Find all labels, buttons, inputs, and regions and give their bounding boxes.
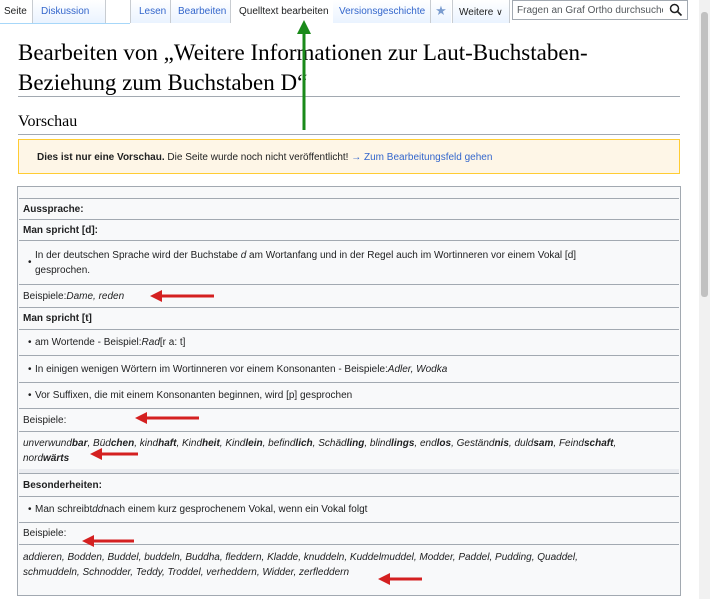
dd-examples-line1: addieren, Bodden, Buddel, buddeln, Buddha, fleddern, Kladde, knuddeln, Kuddelmuddel, Modder, Paddel, Pudding, Quaddel, [23, 551, 578, 563]
suffix-word-part: , Schäd [312, 437, 347, 449]
suffix-word-part: , Geständ [451, 437, 495, 449]
notice-text: Die Seite wurde noch nicht veröffentlicht! [164, 152, 352, 163]
suffix-word-part: nis [494, 437, 509, 449]
examples-label: Beispiele: [23, 528, 67, 539]
table-row [19, 408, 679, 431]
notice-bold: Dies ist nur eine Vorschau. [37, 152, 165, 163]
list-item [19, 329, 679, 355]
suffix-word-part: unverwund [23, 437, 72, 449]
suffix-examples [23, 436, 616, 466]
suffix-word-part: , end [414, 437, 437, 449]
suffix-word-part: los [436, 437, 452, 449]
phoneme-table [17, 186, 681, 596]
d-rule-part: In der deutschen Sprache wird der Buchstabe [35, 249, 241, 261]
page-title-line1: Bearbeiten von „Weitere Informationen zur Laut-Buchstaben- [18, 40, 588, 65]
search-icon[interactable] [669, 3, 683, 17]
list-item [19, 382, 679, 408]
suffix-word-part: , Feind [553, 437, 584, 449]
d-rule-part: gesprochen. [35, 264, 91, 276]
suffix-word-part: wärts [43, 452, 70, 464]
preview-notice [18, 139, 680, 174]
dd-rule-part: • Man schreibt [35, 504, 93, 515]
scrollbar-thumb[interactable] [701, 12, 708, 297]
examples-label: Beispiele: [23, 414, 67, 426]
tab-read[interactable]: Lesen [130, 0, 177, 23]
list-item [19, 496, 679, 522]
tab-page[interactable]: Seite [4, 6, 27, 17]
suffix-word-part: ling [346, 437, 365, 449]
chevron-down-icon: ∨ [496, 7, 503, 17]
man-spricht-t-header: Man spricht [t] [23, 313, 92, 324]
preview-heading: Vorschau [18, 113, 78, 130]
man-spricht-d-header: Man spricht [d]: [23, 224, 98, 236]
d-rule-text [35, 248, 576, 278]
suffix-word-part: heit [202, 437, 220, 449]
tab-underline [0, 23, 130, 24]
suffix-word-part: , blind [364, 437, 392, 449]
tab-source-edit[interactable]: Quelltext bearbeiten [230, 0, 342, 23]
page-title [18, 38, 678, 98]
t-end-text: • am Wortende - Beispiel: [35, 337, 142, 348]
more-menu-label: Weitere [459, 7, 494, 18]
goto-editor-link[interactable]: → Zum Bearbeitungsfeld gehen [351, 152, 493, 163]
watch-star-icon[interactable]: ★ [430, 0, 451, 23]
suffix-word-part: , Kind [176, 437, 203, 449]
dd-rule-part: nach einem kurz gesprochenem Vokal, wenn ein Vokal folgt [103, 504, 368, 515]
more-menu[interactable] [452, 0, 510, 23]
examples-d: Dame, reden [66, 290, 125, 302]
dd-letters: dd [92, 504, 104, 515]
suffix-word-part: , Kind [219, 437, 246, 449]
t-inner-text: • In einigen wenigen Wörtern im Wortinneren vor einem Konsonanten - Beispiele: [35, 363, 388, 375]
suffix-word-part: , duld [508, 437, 534, 449]
table-row [19, 219, 679, 240]
list-item [19, 240, 679, 284]
suffix-word-part: lings [391, 437, 415, 449]
search-input[interactable] [517, 3, 663, 17]
suffix-word-part: lein [245, 437, 263, 449]
suffix-word-part: , befind [262, 437, 296, 449]
tab-bar [0, 0, 710, 24]
t-end-example: Rad [141, 337, 160, 348]
list-item [19, 355, 679, 382]
table-row [19, 431, 679, 469]
suffix-word-part: bar [71, 437, 88, 449]
preview-divider [18, 134, 680, 135]
examples-label: Beispiele: [23, 290, 67, 302]
search-box [512, 0, 688, 20]
suffix-word-part: nord [23, 452, 44, 464]
d-rule-part: am Wortanfang und in der Regel auch im Wortinneren vor einem Vokal [d] [246, 249, 577, 261]
t-suffix-text: • Vor Suffixen, die mit einem Konsonanten beginnen, wird [p] gesprochen [35, 390, 353, 401]
table-row [19, 473, 679, 496]
dd-examples-line2: schmuddeln, Schnodder, Teddy, Troddel, verheddern, Widder, zerfleddern [23, 566, 350, 578]
t-inner-examples: Adler, Wodka [387, 363, 448, 375]
suffix-word-part: chen [110, 437, 135, 449]
besonderheiten-header: Besonderheiten: [23, 479, 102, 491]
suffix-word-part: schaft [583, 437, 614, 449]
tab-discussion[interactable]: Diskussion [32, 0, 106, 23]
suffix-word-part: , kind [134, 437, 159, 449]
suffix-word-part: sam [533, 437, 554, 449]
table-row [19, 544, 679, 584]
title-divider [18, 96, 680, 97]
table-row [19, 198, 679, 219]
tab-history[interactable]: Versionsgeschichte [333, 0, 434, 23]
table-row [19, 522, 679, 544]
suffix-word-part: , Büd [87, 437, 111, 449]
t-end-ipa: [r a: t] [159, 337, 186, 348]
suffix-word-part: haft [158, 437, 177, 449]
table-row [19, 307, 679, 329]
dd-examples [23, 550, 578, 580]
suffix-word-part: , [613, 437, 617, 449]
page-title-line2: Beziehung zum Buchstaben D“ [18, 70, 308, 95]
d-letter: d [240, 249, 247, 261]
tab-edit[interactable]: Bearbeiten [170, 0, 236, 23]
aussprache-header: Aussprache: [23, 203, 84, 215]
suffix-word-part: lich [295, 437, 313, 449]
table-row [19, 284, 679, 307]
